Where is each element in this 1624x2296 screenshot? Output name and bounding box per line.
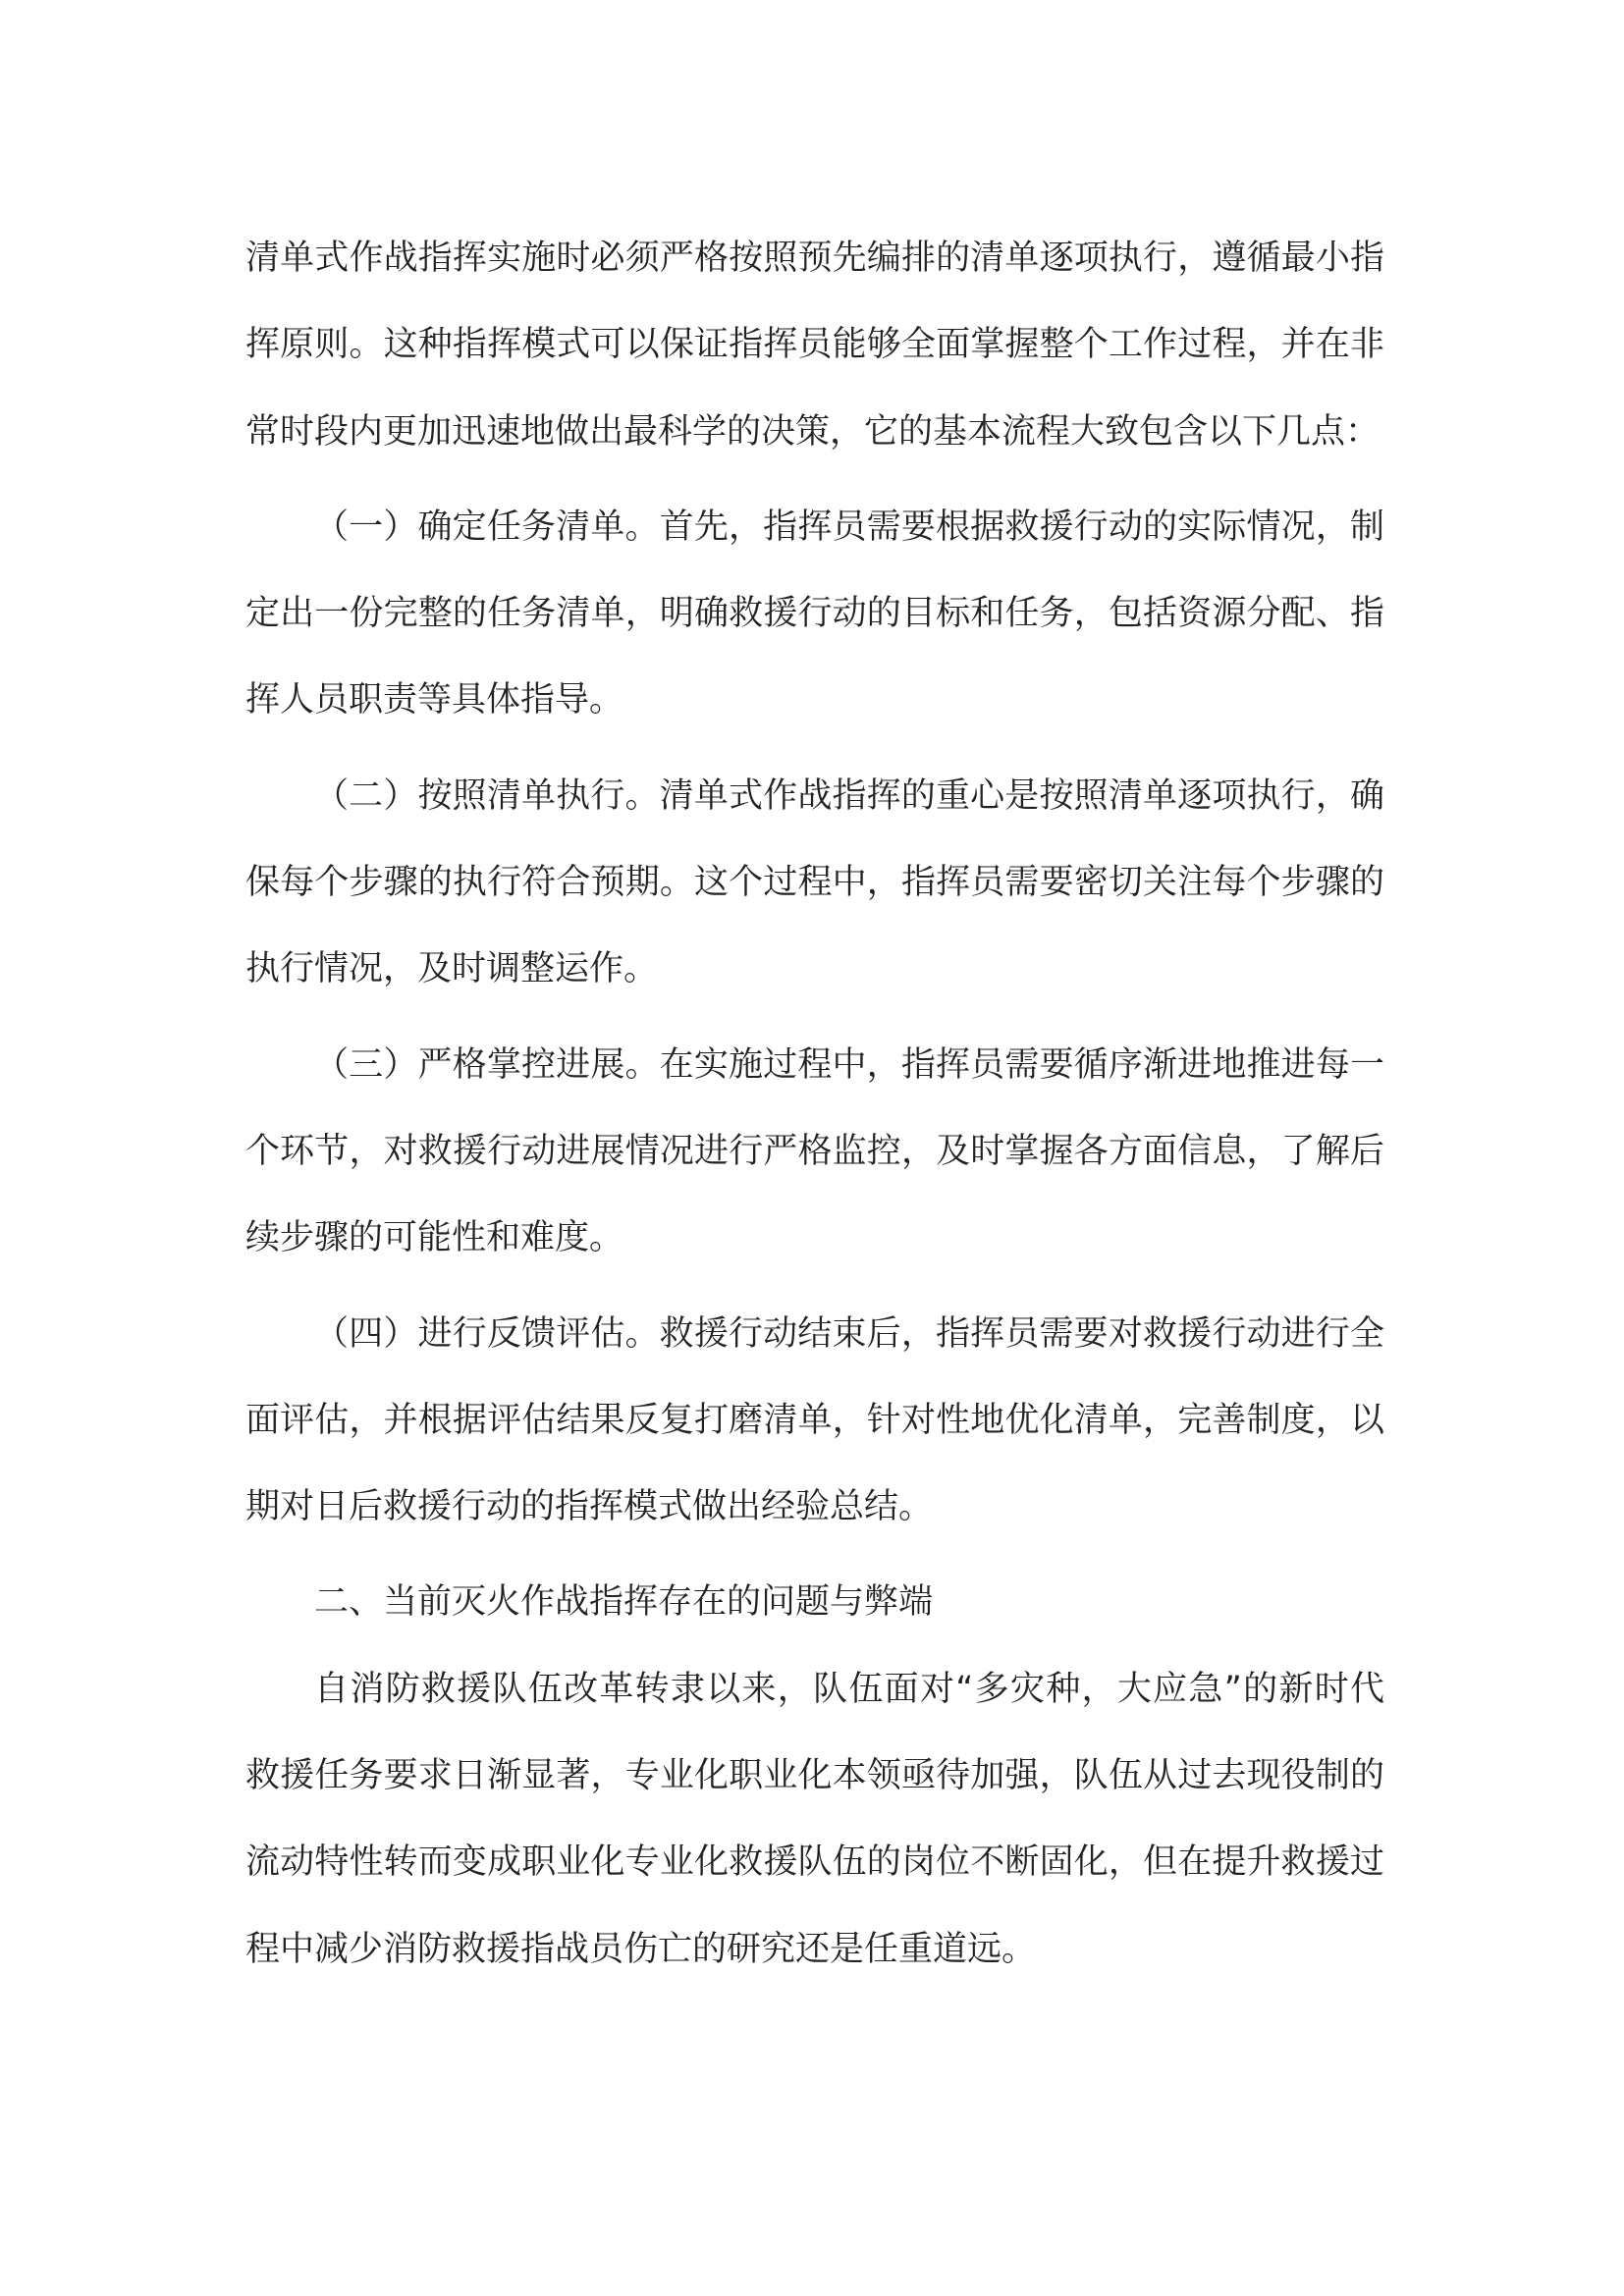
text-line: 救援任务要求日渐显著，专业化职业化本领亟待加强，队伍从过去现役制的 [245, 1756, 1384, 1796]
text-line: 续步骤的可能性和难度。 [245, 1218, 624, 1258]
paragraph-item-2 [245, 753, 1384, 1013]
text-line: 常时段内更加迅速地做出最科学的决策，它的基本流程大致包含以下几点： [245, 411, 1380, 452]
text-line: （三）严格掌控进展。在实施过程中，指挥员需要循序渐进地推进每一 [314, 1044, 1384, 1085]
text-line: 定出一份完整的任务清单，明确救援行动的目标和任务，包括资源分配、指 [245, 594, 1384, 634]
text-line: （一）确定任务清单。首先，指挥员需要根据救援行动的实际情况，制 [314, 507, 1384, 547]
section-heading-text: 二、当前灭火作战指挥存在的问题与弊端 [314, 1582, 934, 1623]
text-line: 个环节，对救援行动进展情况进行严格监控，及时掌握各方面信息，了解后 [245, 1131, 1384, 1171]
text-line: 执行情况，及时调整运作。 [245, 949, 659, 989]
text-line: 保每个步骤的执行符合预期。这个过程中，指挥员需要密切关注每个步骤的 [245, 863, 1384, 903]
paragraph-item-3 [245, 1022, 1384, 1282]
text-line: 程中减少消防救援指战员伤亡的研究还是任重道远。 [245, 1929, 1037, 1969]
paragraph-item-1 [245, 484, 1384, 744]
text-line: 挥人员职责等具体指导。 [245, 680, 624, 721]
section-heading [245, 1559, 1384, 1645]
text-line: 面评估，并根据评估结果反复打磨清单，针对性地优化清单，完善制度，以 [245, 1400, 1384, 1440]
paragraph-continuation [245, 215, 1384, 475]
text-line: （四）进行反馈评估。救援行动结束后，指挥员需要对救援行动进行全 [314, 1313, 1384, 1354]
paragraph-item-4 [245, 1291, 1384, 1551]
text-column [245, 215, 1384, 1993]
text-line: 挥原则。这种指挥模式可以保证指挥员能够全面掌握整个工作过程，并在非 [245, 325, 1384, 365]
text-line: 流动特性转而变成职业化专业化救援队伍的岗位不断固化，但在提升救援过 [245, 1842, 1384, 1883]
paragraph-closing [245, 1646, 1384, 1993]
text-line: 自消防救援队伍改革转隶以来，队伍面对“多灾种，大应急”的新时代 [314, 1669, 1384, 1709]
text-line: 清单式作战指挥实施时必须严格按照预先编排的清单逐项执行，遵循最小指 [245, 239, 1384, 278]
text-line: 期对日后救援行动的指挥模式做出经验总结。 [245, 1487, 934, 1527]
text-line: （二）按照清单执行。清单式作战指挥的重心是按照清单逐项执行，确 [314, 775, 1384, 816]
